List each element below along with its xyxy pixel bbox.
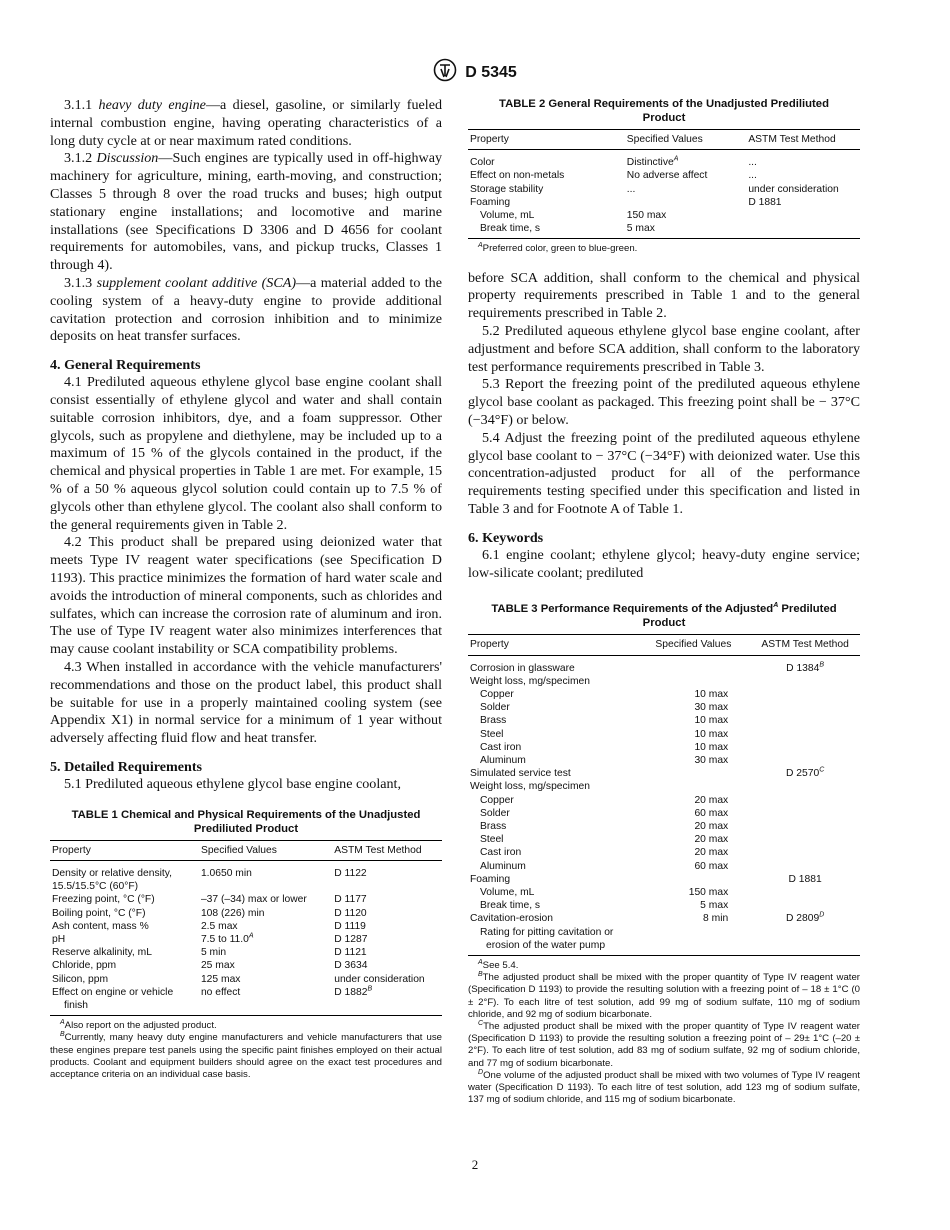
footnote: $^A$Preferred color, green to blue-green. xyxy=(478,242,638,255)
table-1-caption: TABLE 1 Chemical and Physical Requirements of the Unadjusted Prediliuted Product xyxy=(71,808,421,835)
table-row: Brass 20 max xyxy=(480,821,729,833)
table-row: erosion of the water pump xyxy=(486,939,606,951)
paragraph-5-3: 5.3 Report the freezing point of the prediluted aqueous ethylene glycol base coolant as packaged. This freezing point shall be − 37°C (−34°F) or below. xyxy=(468,376,860,428)
table-2-header-values: Specified Values xyxy=(625,130,747,150)
paragraph-3-1-3: 3.1.3 supplement coolant additive (SCA)—a material added to the cooling system of a heavy-duty engine to provide additional cavitation protection and corrosion inhibition and to minimize deposits on heat transfer surfaces. xyxy=(50,274,442,345)
paragraph-5-1: 5.1 Prediluted aqueous ethylene glycol base engine coolant, xyxy=(64,775,401,792)
table-row: Reserve alkalinity, mL 5 min D 1121 xyxy=(52,947,367,959)
table-row: pH 7.5 to $11.0^A$ D 1287 xyxy=(52,932,368,945)
right-column xyxy=(468,97,860,1106)
table-row: Aluminum 60 max xyxy=(480,860,729,872)
footnote: $^A$Also report on the adjusted product. xyxy=(60,1018,217,1032)
table-row: Weight loss, mg/specimen xyxy=(470,781,590,793)
page-header xyxy=(0,58,950,87)
table-row: Steel 20 max xyxy=(480,834,729,846)
table-row: Cast iron 10 max xyxy=(480,741,729,753)
table-row: Silicon, ppm 125 max under consideration xyxy=(52,973,425,985)
footnote: $^C$The adjusted product shall be mixed with the proper quantity of Type IV reagent water (Specification D 1193) to provide the resulting solution a freezing point of – 29± 1°C (–20 ± 2°F). To each litre of test solution, add 83 mg of sodium sulfate, 92 mg of sodium chloride, and 77 mg of sodium bicarbonate. xyxy=(468,1019,860,1069)
table-3-header-property: Property xyxy=(468,635,637,655)
table-row: Brass 10 max xyxy=(480,715,729,727)
table-row: Weight loss, mg/specimen xyxy=(470,675,590,687)
table-row: Ash content, mass % 2.5 max D 1119 xyxy=(52,920,366,932)
paragraph-5-4: 5.4 Adjust the freezing point of the prediluted aqueous ethylene glycol base coolant to − 37°C (−34°F) with deionized water. Use this concentration-adjusted product for all of the performance requirements testing specified under this specification and listed in Table 3 and for Footnote A of Table 1. xyxy=(468,429,860,517)
paragraph-4-3: 4.3 When installed in accordance with the vehicle manufacturers' recommendations and those on the product label, this product shall be suitable for use in a properly maintained cooling system (see Appendix X1) in normal service for a minimum of 1 year without adversely affecting fluid flow and heat transfer. xyxy=(50,658,442,747)
table-row: Corrosion in glassware D $1384^B$ xyxy=(470,661,825,674)
table-1-footnotes xyxy=(50,1020,442,1081)
table-row: Volume, mL 150 max xyxy=(480,887,729,899)
footnote: $^B$The adjusted product shall be mixed with the proper quantity of Type IV reagent water (Specification D 1193) to provide the resulting solution with a freezing point of – 18 ± 1°C (0 ± 2°F). To each litre of test solution, add 99 mg of sodium sulfate, 110 mg of sodium chloride, and 92 mg of sodium bicarbonate. xyxy=(468,971,860,1020)
table-3-caption: TABLE 3 Performance Requirements of the Adjusted$^A$ Prediluted Product xyxy=(491,602,837,630)
section-5-title: 5. Detailed Requirements xyxy=(50,758,203,775)
table-row: Solder 30 max xyxy=(480,702,729,714)
table-row: Cavitation-erosion 8 min D $2809^D$ xyxy=(470,912,825,925)
footnote: $^B$Currently, many heavy duty engine manufacturers and vehicle manufacturers that use these engines prepare test panels using the specific paint finishes employed on their actual products. Coolant and equipment builders should agree on the exact test procedures and acceptance criteria on an individual case basis. xyxy=(50,1031,442,1080)
table-row: Boiling point, °C (°F) 108 (226) min D 1120 xyxy=(52,907,367,919)
table-1 xyxy=(50,808,442,1081)
table-row: Freezing point, °C (°F) –37 (–34) max or lower D 1177 xyxy=(52,894,367,906)
paragraph-4-2: 4.2 This product shall be prepared using deionized water that meets Type IV reagent water specifications (see Specification D 1193). This practice minimizes the formation of hard water scale and avoids the introduction of mineral components, such as chlorides and sulfates, which can increase the corrosion rate of aluminum and iron. The use of Type IV reagent water also minimizes interferences that may cause coolant instability or SCA compatibility problems. xyxy=(50,534,442,658)
table-row: Effect on engine or vehicle finish no effect D $1882^B$ xyxy=(52,985,373,1011)
footnote: $^A$See 5.4. xyxy=(478,958,519,972)
table-row: Aluminum 30 max xyxy=(480,755,729,766)
paragraph-5-1-continued: before SCA addition, shall conform to the chemical and physical property requirements prescribed in Table 1 and to the general requirements prescribed in Table 2. xyxy=(468,269,860,322)
table-row: Density or relative density, 15.5/15.5°C (60°F) 1.0650 min D 1122 xyxy=(52,867,367,893)
astm-logo-icon xyxy=(433,58,457,87)
section-4-title: 4. General Requirements xyxy=(50,357,201,374)
table-2-footnotes xyxy=(468,243,860,255)
table-2-header-method: ASTM Test Method xyxy=(746,130,860,150)
table-1-header-property: Property xyxy=(50,840,199,860)
paragraph-3-1-2: 3.1.2 Discussion—Such engines are typically used in off-highway machinery for agriculture, mining, earth-moving, and construction; Classes 5 through 8 over the road trucks and buses; high output stationary engine installations; and locomotive and marine installations (see Specifications D 3306 and D 4656 for coolant requirements for automobiles, vans, and pickup trucks, Classes 1 through 4). xyxy=(50,150,443,274)
table-row: Break time, s 5 max xyxy=(480,900,729,912)
table-row: Foaming D 1881 xyxy=(470,873,822,885)
table-row: Break time, s 5 max xyxy=(480,223,655,235)
paragraph-6-1: 6.1 engine coolant; ethylene glycol; heavy-duty engine service; low-silicate coolant; prediluted xyxy=(468,546,860,581)
table-row: Effect on non-metals No adverse affect ... xyxy=(470,170,757,182)
table-2 xyxy=(468,97,860,256)
table-row: Color Distinctive$^A$ ... xyxy=(470,155,757,169)
table-row: Solder 60 max xyxy=(480,807,729,819)
table-row: Steel 10 max xyxy=(480,728,729,740)
table-1-header-values: Specified Values xyxy=(199,840,332,860)
table-row: Cast iron 20 max xyxy=(480,847,729,859)
table-3-header-values: Specified Values xyxy=(637,635,751,655)
table-2-header-property: Property xyxy=(468,130,625,150)
table-row: Storage stability ... under consideration xyxy=(470,183,839,195)
table-3-footnotes xyxy=(468,960,860,1106)
table-row: Foaming D 1881 xyxy=(470,196,782,208)
footnote: $^D$One volume of the adjusted product shall be mixed with two volumes of Type IV reagent water (Specification D 1193). To each litre of test solution, add 123 mg of sodium sulfate, 137 mg of sodium chloride, and 115 mg of sodium bicarbonate. xyxy=(468,1068,860,1106)
paragraph-3-1-1: 3.1.1 heavy duty engine—a diesel, gasoline, or similarly fueled internal combustion engine, having operating characteristics of a long duty cycle at or near maximum rated conditions. xyxy=(50,97,442,149)
page-number: 2 xyxy=(471,1157,479,1172)
section-6-title: 6. Keywords xyxy=(468,529,544,546)
table-row: Volume, mL 150 max xyxy=(480,210,667,222)
table-row: Copper 10 max xyxy=(480,688,729,700)
paragraph-4-1: 4.1 Prediluted aqueous ethylene glycol base engine coolant shall consist essentially of ethylene glycol and water and shall contain suitable corrosion inhibitors, dye, and a foam suppressor. Other glycols, such as propylene and diethylene, may be included up to a maximum of 15 % of the glycols contained in the product, if the chemical and physical properties in Table 1 are met. For example, 15 % of a 50 % aqueous glycol solution could contain up to 7.5 % of glycols other than ethylene glycol. The coolant also shall conform to the general requirements given in Table 2. xyxy=(50,374,442,533)
table-1-header-method: ASTM Test Method xyxy=(332,840,442,860)
table-row: Copper 20 max xyxy=(480,794,729,806)
table-3 xyxy=(468,602,860,1106)
table-row: Simulated service test D $2570^C$ xyxy=(470,766,825,780)
table-row: Chloride, ppm 25 max D 3634 xyxy=(52,960,368,972)
document-number: D 5345 xyxy=(465,63,517,81)
left-column xyxy=(50,97,442,1081)
table-3-header-method: ASTM Test Method xyxy=(750,635,860,655)
table-2-caption: TABLE 2 General Requirements of the Unadjusted Prediliuted Product xyxy=(499,98,829,124)
paragraph-5-2: 5.2 Prediluted aqueous ethylene glycol base engine coolant, after adjustment and before SCA addition, shall conform to the laboratory test performance requirements prescribed in Table 3. xyxy=(468,323,860,375)
table-row: Rating for pitting cavitation or xyxy=(480,926,614,938)
